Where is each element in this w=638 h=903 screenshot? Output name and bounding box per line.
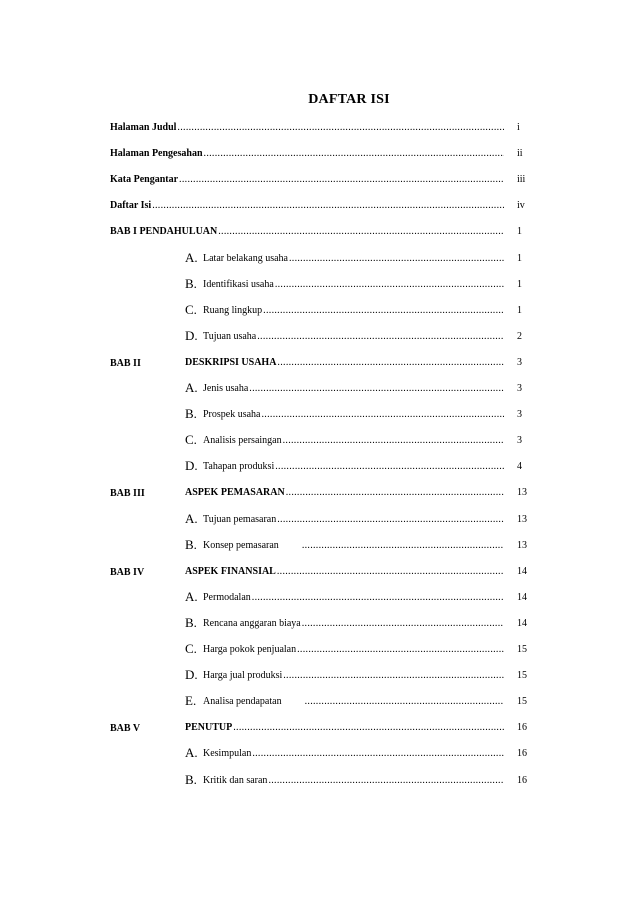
entry-label: BAB I PENDAHULUAN xyxy=(110,226,218,238)
entry-label: Harga jual produksi xyxy=(203,670,283,682)
toc-entry xyxy=(185,512,504,526)
toc-row[interactable] xyxy=(0,275,638,295)
page-number: 3 xyxy=(517,383,522,394)
toc-entry xyxy=(185,303,504,317)
page-number: 4 xyxy=(517,461,522,473)
toc-row[interactable] xyxy=(0,118,638,138)
entry-label: Jenis usaha xyxy=(203,383,249,394)
page-number: 13 xyxy=(517,539,527,551)
page-number: 2 xyxy=(517,330,522,342)
toc-row[interactable] xyxy=(0,379,638,399)
entry-label: Kesimpulan xyxy=(203,748,252,760)
toc-entry xyxy=(185,642,504,656)
entry-label: Rencana anggaran biaya xyxy=(203,617,301,629)
entry-letter: A. xyxy=(185,380,198,395)
page-number: 13 xyxy=(517,513,527,525)
entry-label: Tahapan produksi xyxy=(203,461,275,473)
entry-letter: C. xyxy=(185,432,197,448)
dot-leader xyxy=(277,514,504,526)
dot-leader xyxy=(302,540,504,552)
dot-leader xyxy=(252,592,504,604)
toc-entry xyxy=(185,616,504,630)
toc-entry xyxy=(185,668,504,682)
toc-row[interactable] xyxy=(0,249,638,269)
page-number: 14 xyxy=(517,591,527,603)
dot-leader xyxy=(252,748,504,760)
page-number: 15 xyxy=(517,696,527,708)
entry-letter: B. xyxy=(185,536,197,552)
toc-row[interactable] xyxy=(0,588,638,608)
entry-letter: D. xyxy=(185,327,198,343)
dot-leader xyxy=(152,200,504,212)
toc-row[interactable] xyxy=(0,353,638,373)
toc-entry xyxy=(185,329,504,343)
page-number: 3 xyxy=(517,435,522,447)
toc-row[interactable] xyxy=(0,510,638,530)
page-title: DAFTAR ISI xyxy=(308,92,390,107)
entry-label: Identifikasi usaha xyxy=(203,278,274,290)
entry-label: Daftar Isi xyxy=(110,200,152,212)
dot-leader xyxy=(268,775,504,787)
toc-entry xyxy=(110,174,504,186)
chapter-number: BAB IV xyxy=(110,566,145,578)
toc-entry xyxy=(185,433,504,447)
toc-row[interactable] xyxy=(0,692,638,712)
page-number: 16 xyxy=(517,748,527,760)
toc-row[interactable] xyxy=(0,718,638,738)
toc-row[interactable] xyxy=(0,144,638,164)
toc-entry xyxy=(185,459,504,473)
page-number: 15 xyxy=(517,644,527,655)
toc-entry xyxy=(185,773,504,787)
toc-row[interactable] xyxy=(0,222,638,242)
toc-entry xyxy=(110,148,504,160)
page-number: 16 xyxy=(517,774,527,786)
dot-leader xyxy=(305,696,504,708)
toc-entry xyxy=(185,566,504,578)
toc-row[interactable] xyxy=(0,405,638,425)
toc-row[interactable] xyxy=(0,457,638,477)
entry-label: ASPEK FINANSIAL xyxy=(185,565,276,577)
toc-row[interactable] xyxy=(0,771,638,791)
page-number: 3 xyxy=(517,409,522,421)
entry-letter: D. xyxy=(185,667,198,683)
toc-entry xyxy=(185,381,504,395)
entry-label: Halaman Pengesahan xyxy=(110,148,203,160)
page-number: 14 xyxy=(517,565,527,577)
entry-letter: A. xyxy=(185,588,198,604)
page-number: 1 xyxy=(517,278,522,290)
toc-row[interactable] xyxy=(0,483,638,503)
dot-leader xyxy=(283,670,504,682)
entry-label: Konsep pemasaran xyxy=(203,539,279,551)
dot-leader xyxy=(263,305,504,317)
page-number: 1 xyxy=(517,304,522,316)
toc-row[interactable] xyxy=(0,640,638,660)
entry-letter: D. xyxy=(185,458,198,474)
dot-leader xyxy=(275,461,504,473)
entry-label: Kata Pengantar xyxy=(110,174,179,186)
toc-row[interactable] xyxy=(0,614,638,634)
entry-letter: B. xyxy=(185,275,197,291)
toc-row[interactable] xyxy=(0,196,638,216)
dot-leader xyxy=(233,722,504,734)
entry-letter: B. xyxy=(185,406,197,422)
toc-row[interactable] xyxy=(0,327,638,347)
page-number: ii xyxy=(517,148,523,160)
entry-label: DESKRIPSI USAHA xyxy=(185,356,277,368)
dot-leader xyxy=(249,383,504,395)
entry-letter: E. xyxy=(185,693,197,709)
entry-label: Harga pokok penjualan xyxy=(203,644,297,655)
entry-label: Analisa pendapatan xyxy=(203,696,282,708)
page-number: i xyxy=(517,122,520,133)
toc-entry xyxy=(185,746,504,760)
dot-leader xyxy=(277,566,504,578)
toc-entry xyxy=(185,694,504,708)
dot-leader xyxy=(297,644,504,656)
toc-entry xyxy=(185,487,504,499)
chapter-number: BAB II xyxy=(110,357,141,369)
page-number: 16 xyxy=(517,722,527,734)
dot-leader xyxy=(286,487,504,499)
entry-letter: B. xyxy=(185,614,197,630)
page-number: 1 xyxy=(517,226,522,238)
entry-letter: B. xyxy=(185,771,197,787)
entry-label: Kritik dan saran xyxy=(203,774,268,786)
toc-row[interactable] xyxy=(0,431,638,451)
toc-entry xyxy=(110,122,504,134)
toc-entry xyxy=(185,722,504,734)
chapter-number: BAB III xyxy=(110,488,145,500)
entry-label: PENUTUP xyxy=(185,722,233,734)
entry-label: ASPEK PEMASARAN xyxy=(185,487,285,499)
toc-row[interactable] xyxy=(0,301,638,321)
toc-row[interactable] xyxy=(0,744,638,764)
entry-label: Ruang lingkup xyxy=(203,304,263,316)
toc-row[interactable] xyxy=(0,536,638,556)
toc-entry xyxy=(185,357,504,369)
page-number: iii xyxy=(517,174,526,186)
page-number: 14 xyxy=(517,617,527,629)
dot-leader xyxy=(179,174,504,186)
entry-letter: C. xyxy=(185,641,197,656)
dot-leader xyxy=(204,148,504,160)
dot-leader xyxy=(302,618,504,630)
dot-leader xyxy=(275,279,504,291)
toc-entry xyxy=(185,538,504,552)
page-number: 1 xyxy=(517,252,522,264)
dot-leader xyxy=(257,331,504,343)
toc-entry xyxy=(185,590,504,604)
toc-row[interactable] xyxy=(0,170,638,190)
entry-label: Tujuan pemasaran xyxy=(203,513,277,525)
entry-label: Permodalan xyxy=(203,591,251,603)
dot-leader xyxy=(289,253,504,265)
page-number: 15 xyxy=(517,670,527,682)
entry-letter: C. xyxy=(185,301,197,317)
dot-leader xyxy=(283,435,504,447)
toc-entry xyxy=(110,200,504,212)
toc-row[interactable] xyxy=(0,562,638,582)
toc-entry xyxy=(185,251,504,265)
page-number: 13 xyxy=(517,487,527,499)
entry-label: Latar belakang usaha xyxy=(203,252,288,264)
toc-entry xyxy=(185,277,504,291)
chapter-number: BAB V xyxy=(110,723,141,735)
entry-label: Halaman Judul xyxy=(110,122,177,133)
dot-leader xyxy=(177,122,504,134)
toc-entry xyxy=(110,226,504,238)
dot-leader xyxy=(277,357,504,369)
entry-letter: A. xyxy=(185,510,198,526)
page-number: 3 xyxy=(517,356,522,368)
page-number: iv xyxy=(517,200,525,212)
entry-letter: A. xyxy=(185,745,198,761)
entry-label: Tujuan usaha xyxy=(203,330,257,342)
entry-letter: A. xyxy=(185,249,198,265)
toc-entry xyxy=(185,407,504,421)
dot-leader xyxy=(262,409,505,421)
dot-leader xyxy=(218,226,504,238)
toc-row[interactable] xyxy=(0,666,638,686)
entry-label: Prospek usaha xyxy=(203,409,261,421)
entry-label: Analisis persaingan xyxy=(203,435,282,447)
